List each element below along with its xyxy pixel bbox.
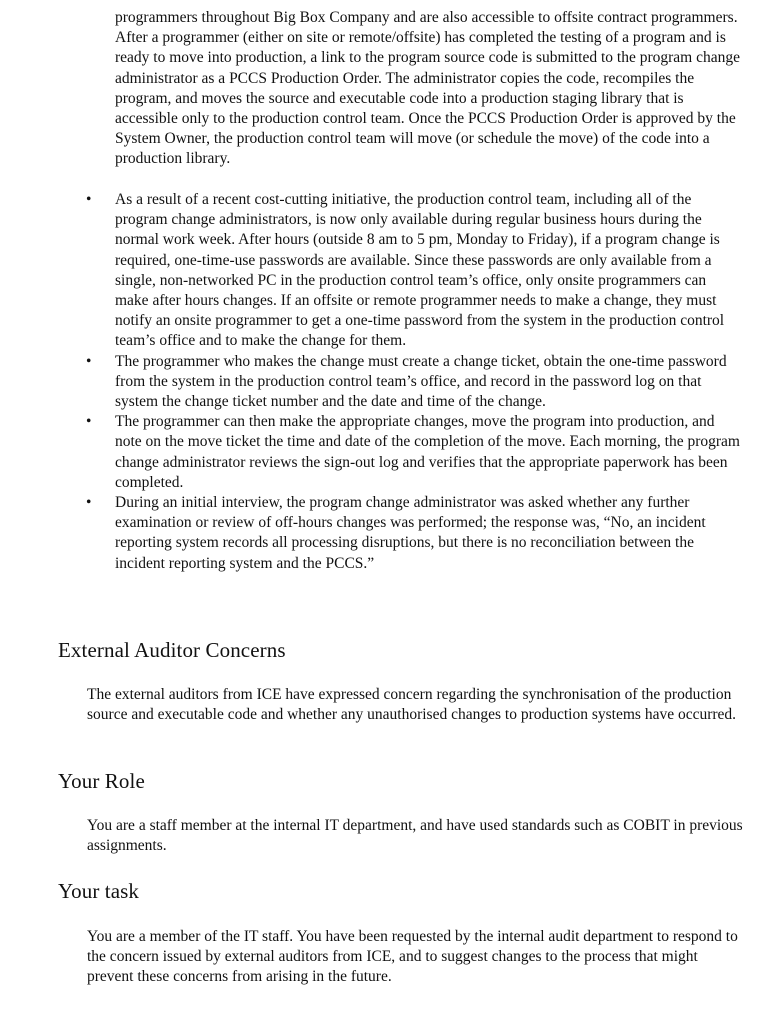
bullet-item xyxy=(86,190,743,352)
bullet-text: During an initial interview, the program change administrator was asked whether any further examination or review of off-hours changes was performed; the response was, “No, an incident reporting system records all processing disruptions, but there is no reconciliation between the incident reporting system and the PCCS.” xyxy=(115,494,706,572)
section-heading-task: Your task xyxy=(58,879,140,903)
bullet-item xyxy=(86,493,743,574)
bullet-icon: • xyxy=(86,191,92,208)
section-heading-role: Your Role xyxy=(58,769,145,793)
bullet-list xyxy=(86,190,743,574)
bullet-text: As a result of a recent cost-cutting initiative, the production control team, including all of the program change administrators, is now only available during regular business hours during the normal work week. After hours (outside 8 am to 5 pm, Monday to Friday), if a program change is required, one-time-use passwords are available. Since these passwords are only available from a single, non-networked PC in the production control team’s office, only onsite programmers can make after hours changes. If an offsite or remote programmer needs to make a change, they must notify an onsite programmer to get a one-time password from the system in the production control team’s office and to make the change for them. xyxy=(115,191,725,350)
section-body-task: You are a member of the IT staff. You have been requested by the internal audit department to respond to the concern issued by external auditors from ICE, and to suggest changes to the process that might prevent these concerns from arising in the future. xyxy=(87,928,738,986)
section-body-role: You are a staff member at the internal IT department, and have used standards such as COBIT in previous assignments. xyxy=(87,817,743,855)
continuation-paragraph: programmers throughout Big Box Company and are also accessible to offsite contract programmers. After a programmer (either on site or remote/offsite) has completed the testing of a program and is ready to move into production, a link to the program source code is submitted to the program change administrator as a PCCS Production Order. The administrator copies the code, recompiles the program, and moves the source and executable code into a production staging library that is accessible only to the production control team. Once the PCCS Production Order is approved by the System Owner, the production control team will move (or schedule the move) of the code into a production library. xyxy=(115,9,741,168)
section-heading-concerns: External Auditor Concerns xyxy=(58,638,286,662)
bullet-text: The programmer can then make the appropriate changes, move the program into production, and note on the move ticket the time and date of the completion of the move. Each morning, the program change administrator reviews the sign-out log and verifies that the appropriate paperwork has been completed. xyxy=(115,413,740,491)
bullet-icon: • xyxy=(86,494,92,512)
bullet-item xyxy=(86,352,743,413)
section-body-concerns: The external auditors from ICE have expressed concern regarding the synchronisation of the production source and executable code and whether any unauthorised changes to production systems have occurred. xyxy=(87,686,737,724)
bullet-item xyxy=(86,412,743,493)
bullet-icon: • xyxy=(86,413,92,431)
bullet-icon: • xyxy=(86,352,92,370)
bullet-text: The programmer who makes the change must create a change ticket, obtain the one-time password from the system in the production control team’s office, and record in the password log on that system the change ticket number and the date and time of the change. xyxy=(115,352,727,411)
